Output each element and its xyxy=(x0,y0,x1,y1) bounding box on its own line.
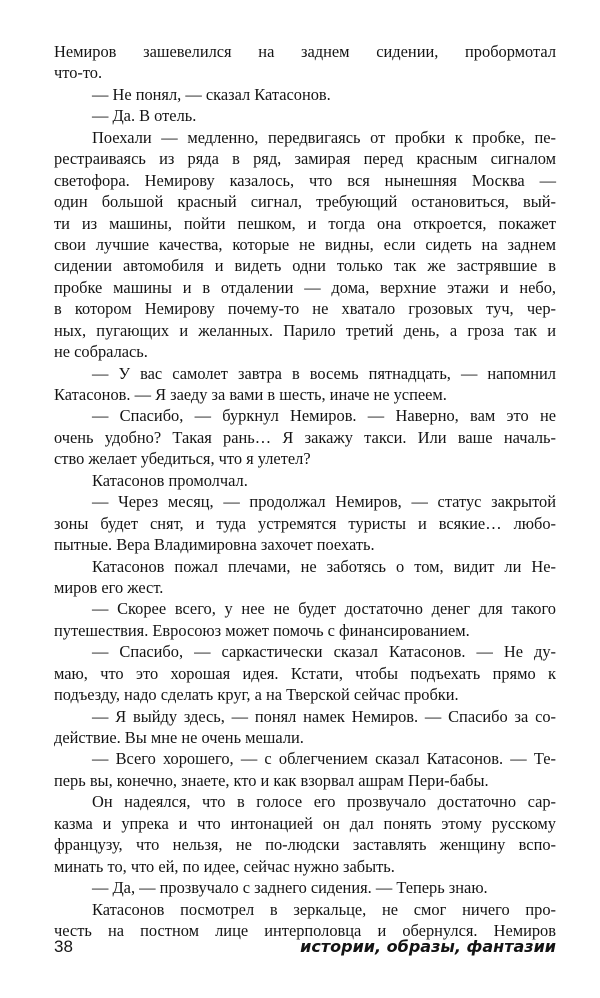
text-line: что-то. xyxy=(54,63,103,83)
text-line: очень удобно? Такая рань… Я закажу такси. Или ваше началь- xyxy=(54,427,556,447)
text-line: — Скорее всего, у нее не будет достаточно денег для такого xyxy=(92,599,556,619)
text-line: маю, что это хорошая идея. Кстати, чтобы подъехать прямо к xyxy=(54,663,556,683)
text-line: свои лучшие качества, которые не видны, если сидеть на заднем xyxy=(54,234,556,254)
text-line: миров его жест. xyxy=(54,577,164,597)
page-number: 38 xyxy=(54,937,73,956)
text-line: Катасонов пожал плечами, не заботясь о том, видит ли Не- xyxy=(92,556,556,576)
text-line: казма и упрека и что интонацией он дал понять этому русскому xyxy=(54,813,556,833)
text-line: — У вас самолет завтра в восемь пятнадцать, — напомнил xyxy=(92,363,556,383)
text-line: сидении автомобиля и видеть одни только так же застрявшие в xyxy=(54,256,556,276)
page-footer xyxy=(54,934,556,960)
text-line: ных, пугающих и желанных. Парило третий день, а гроза так и xyxy=(54,320,556,340)
text-line: перь вы, конечно, знаете, кто и как взорвал ашрам Пери-бабы. xyxy=(54,770,489,790)
text-line: пытные. Вера Владимировна захочет поехать. xyxy=(54,535,375,555)
body-text xyxy=(54,41,556,941)
text-line: ти из машины, пойти пешком, и тогда она откроется, покажет xyxy=(54,213,556,233)
text-line: — Да. В отель. xyxy=(92,106,197,126)
text-line: путешествия. Евросоюз может помочь с финансированием. xyxy=(54,620,470,640)
text-line: — Через месяц, — продолжал Немиров, — статус закрытой xyxy=(92,492,556,512)
text-line: рестраиваясь из ряда в ряд, замирая перед красным сигналом xyxy=(54,149,556,169)
text-line: не собралась. xyxy=(54,342,148,362)
text-line: Катасонов промолчал. xyxy=(92,470,248,490)
text-line: минать то, что ей, по идее, сейчас нужно забыть. xyxy=(54,856,395,876)
text-line: — Всего хорошего, — с облегчением сказал Катасонов. — Те- xyxy=(92,749,556,769)
text-line: пробке машины и в отдалении — дома, верхние этажи и небо, xyxy=(54,277,556,297)
running-title: истории, образы, фантазии xyxy=(300,937,556,956)
text-line: Поехали — медленно, передвигаясь от пробки к пробке, пе- xyxy=(92,127,556,147)
text-line: Катасонов посмотрел в зеркальце, не смог ничего про- xyxy=(92,899,556,919)
text-line: Он надеялся, что в голосе его прозвучало достаточно сар- xyxy=(92,792,556,812)
text-line: — Я выйду здесь, — понял намек Немиров. — Спасибо за со- xyxy=(92,706,556,726)
text-line: один большой красный сигнал, требующий остановиться, вый- xyxy=(54,192,556,212)
text-line: — Да, — прозвучало с заднего сидения. — Теперь знаю. xyxy=(92,878,488,898)
text-line: Катасонов. — Я заеду за вами в шесть, иначе не успеем. xyxy=(54,385,447,404)
text-line: ство желает убедиться, что я улетел? xyxy=(54,449,311,469)
text-line: светофора. Немирову казалось, что вся нынешняя Москва — xyxy=(54,170,556,190)
text-line: честь на постном лице интерполовца и обернулся. Немиров xyxy=(54,920,556,940)
text-line: французу, что нельзя, не по-людски заставлять женщину вспо- xyxy=(54,835,556,855)
text-line: действие. Вы мне не очень мешали. xyxy=(54,728,304,747)
text-line: — Спасибо, — буркнул Немиров. — Наверно, вам это не xyxy=(92,406,556,426)
text-line: зоны будет снят, и туда устремятся туристы и всякие… любо- xyxy=(54,513,556,533)
text-line: в котором Немирову почему-то не хватало грозовых туч, чер- xyxy=(54,299,556,319)
text-line: — Спасибо, — саркастически сказал Катасонов. — Не ду- xyxy=(92,642,556,662)
text-line: подъезду, надо сделать круг, а на Тверской сейчас пробки. xyxy=(54,685,459,705)
text-line: — Не понял, — сказал Катасонов. xyxy=(92,84,331,104)
text-line: Немиров зашевелился на заднем сидении, пробормотал xyxy=(54,42,556,61)
